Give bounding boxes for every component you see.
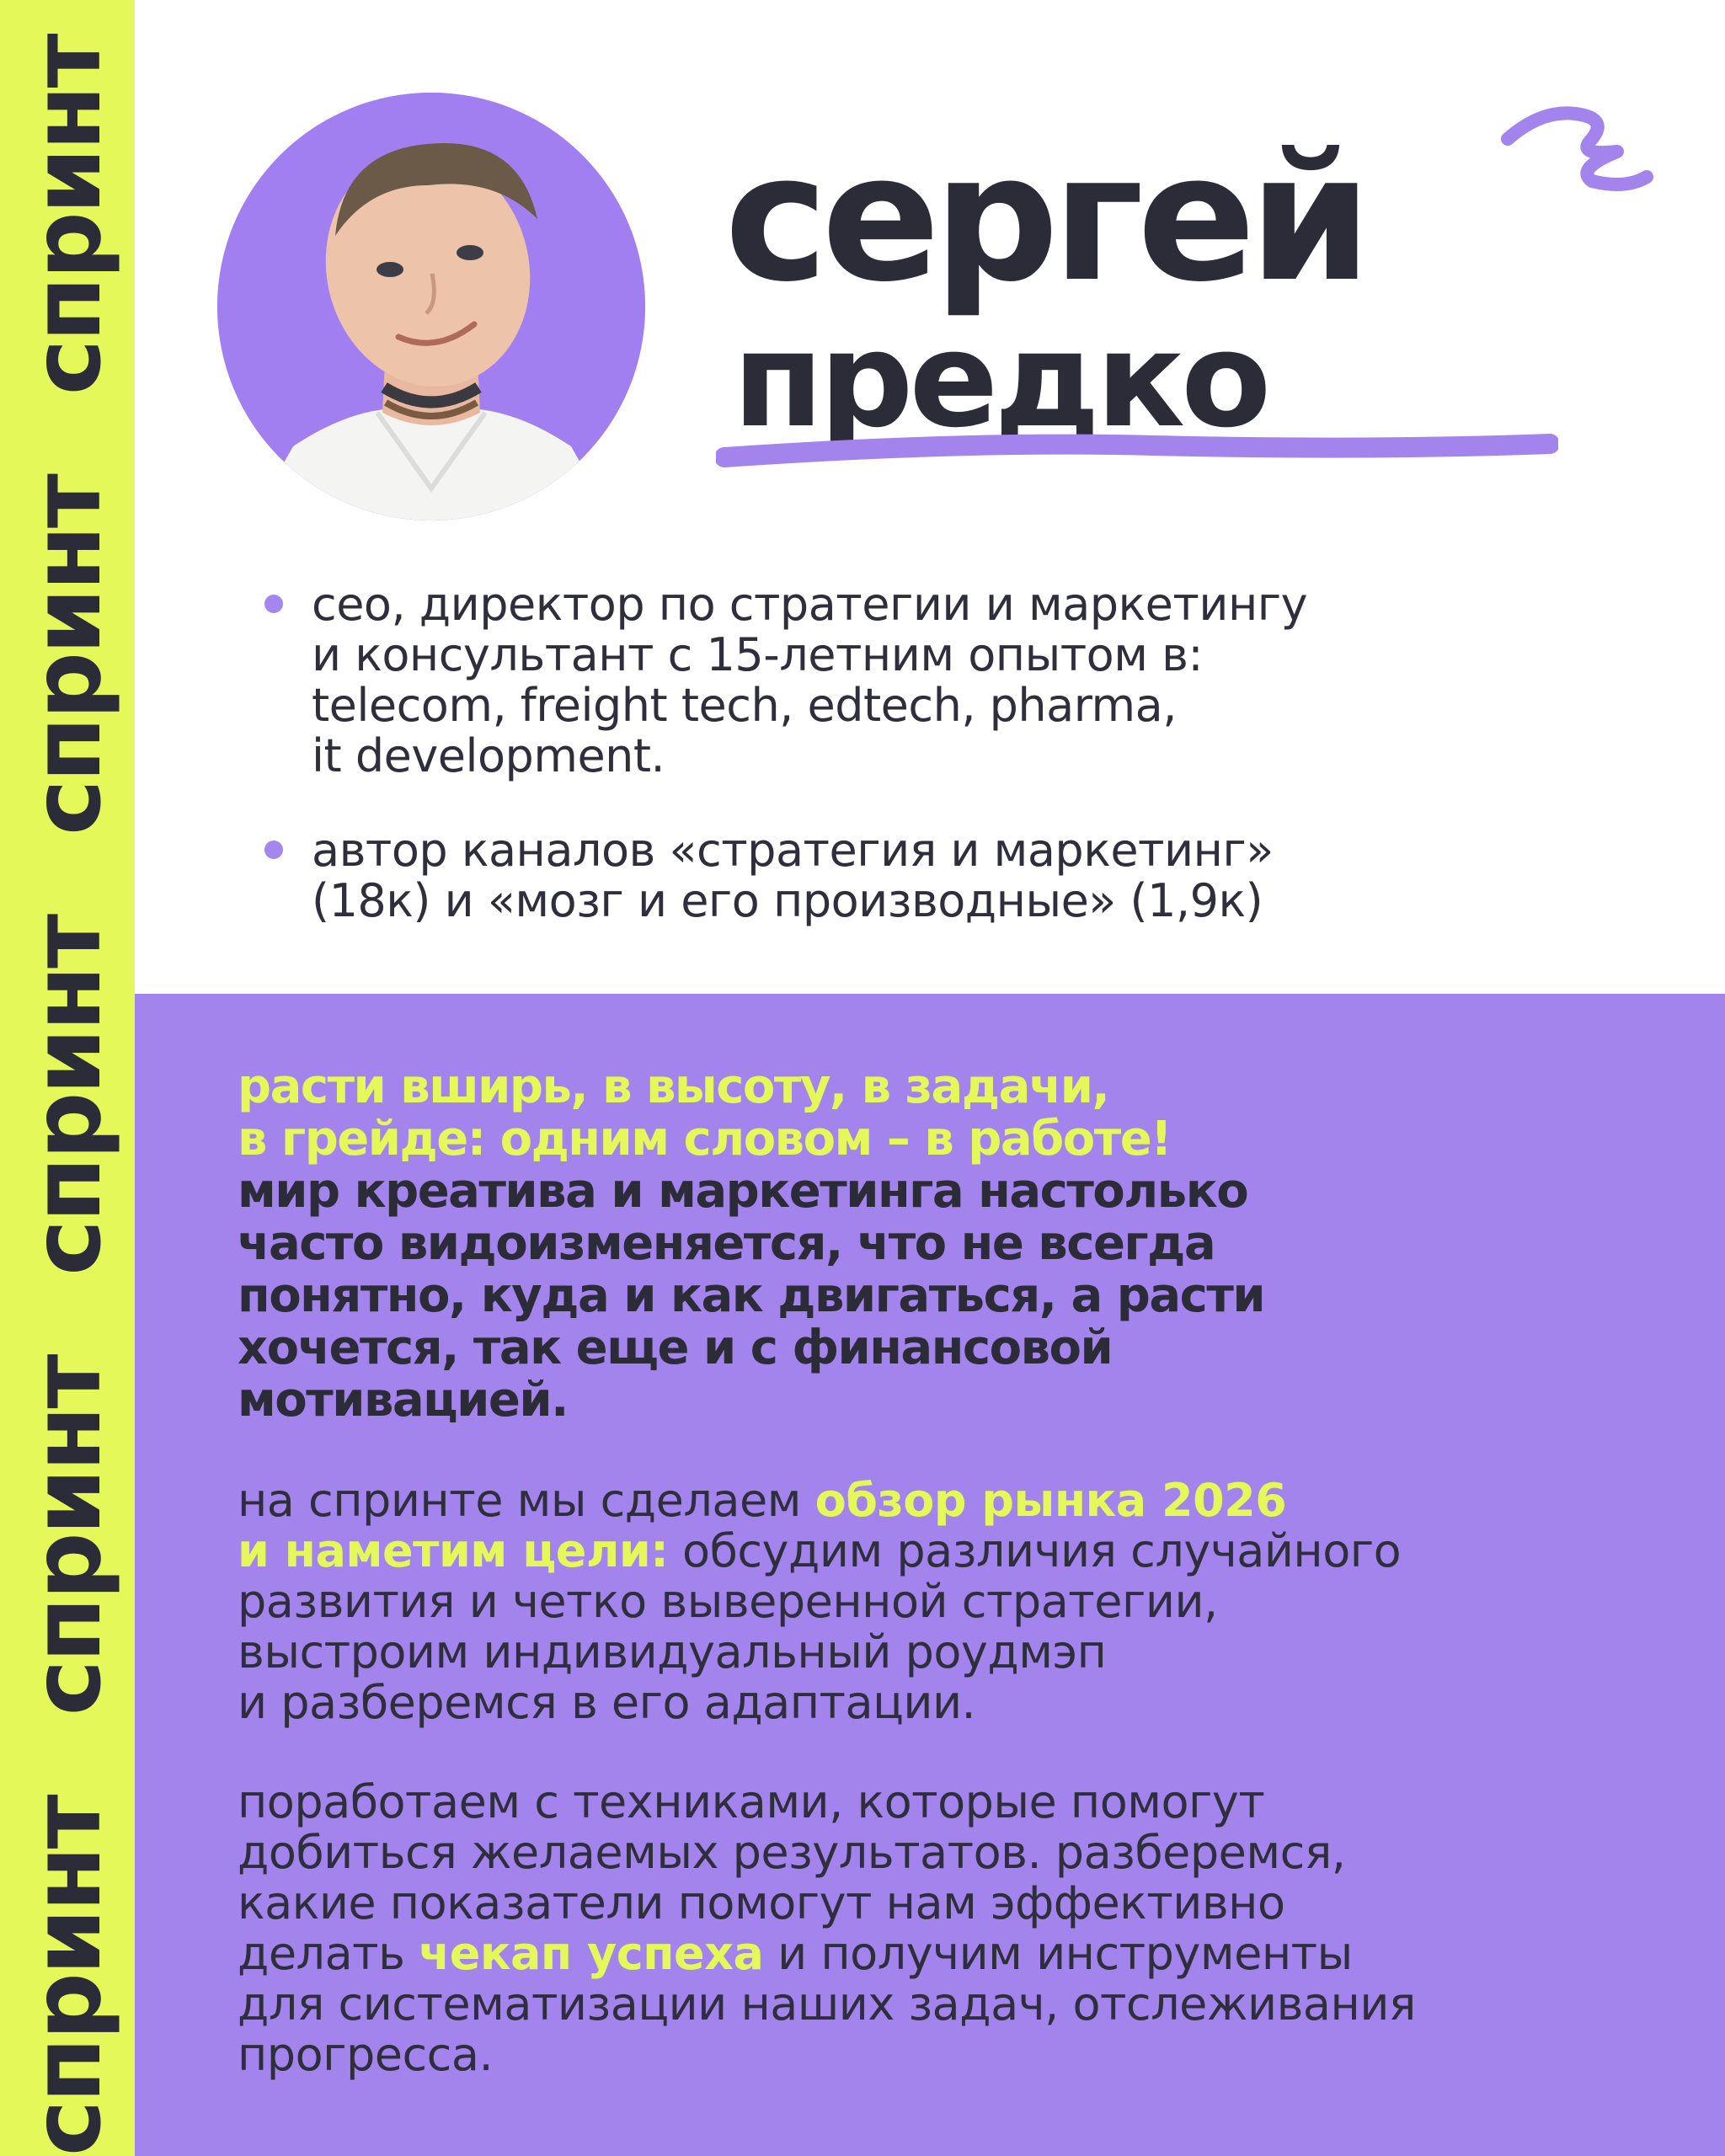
description-content <box>238 1061 1661 2080</box>
bio-bullet <box>261 579 1575 782</box>
panel-headline-accent: расти вширь, в высоту, в задачи, в грейде: одним словом – в работе! <box>238 1059 1172 1166</box>
side-strip-text <box>13 0 122 2156</box>
description-panel <box>135 994 1725 2156</box>
paragraph-accent: обзор рынка 2026 и наметим цели: <box>238 1474 1287 1577</box>
panel-headline-body: мир креатива и маркетинга настолько часто видоизменяется, что не всегда понятно, куда и как двигаться, а расти хочется, так еще и с финансовой мотивацией. <box>238 1164 1265 1428</box>
paragraph-text: обсудим различия случайного развития и четко выверенной стратегии, выстроим индивидуальный роудмэп и разберемся в его адаптации. <box>238 1524 1402 1729</box>
paragraph-text: поработаем с техниками, которые помогут добиться желаемых результатов. разберемся, какие показатели помогут нам эффективно делать <box>238 1775 1346 1980</box>
speaker-photo <box>217 93 645 520</box>
panel-paragraph-2 <box>238 1777 1661 2080</box>
side-strip-word: спринт <box>13 35 122 396</box>
paragraph-accent: чекап успеха <box>419 1927 764 1980</box>
side-strip-word: спринт <box>13 1356 122 1716</box>
panel-paragraph-1 <box>238 1476 1661 1728</box>
speaker-last-name: предко <box>733 303 1268 456</box>
side-strip <box>0 0 135 2156</box>
bio-bullet-text: автор каналов «стратегия и маркетинг» (18к) и «мозг и его производные» (1,9к) <box>312 824 1274 927</box>
bio-bullet-text: сео, директор по стратегии и маркетингу и консультант с 15-летним опытом в: telecom, freight tech, edtech, pharma, it development. <box>312 578 1308 782</box>
bio-bullet <box>261 825 1575 926</box>
speaker-portrait-illustration <box>217 93 645 520</box>
name-underline-stroke <box>716 425 1558 476</box>
decorative-squiggle-icon <box>1491 93 1659 219</box>
paragraph-text: на спринте мы сделаем <box>238 1474 815 1527</box>
paragraph-text: и получим инструменты для систематизации наших задач, отслеживания прогресса. <box>238 1927 1416 2081</box>
side-strip-word: спринт <box>13 476 122 835</box>
speaker-bio-list <box>261 579 1575 970</box>
speaker-first-name: сергей <box>724 117 1365 321</box>
side-strip-word: спринт <box>13 915 122 1276</box>
bullet-dot-icon <box>264 595 283 613</box>
bullet-dot-icon <box>264 841 283 859</box>
side-strip-word: спринт <box>13 1796 122 2156</box>
